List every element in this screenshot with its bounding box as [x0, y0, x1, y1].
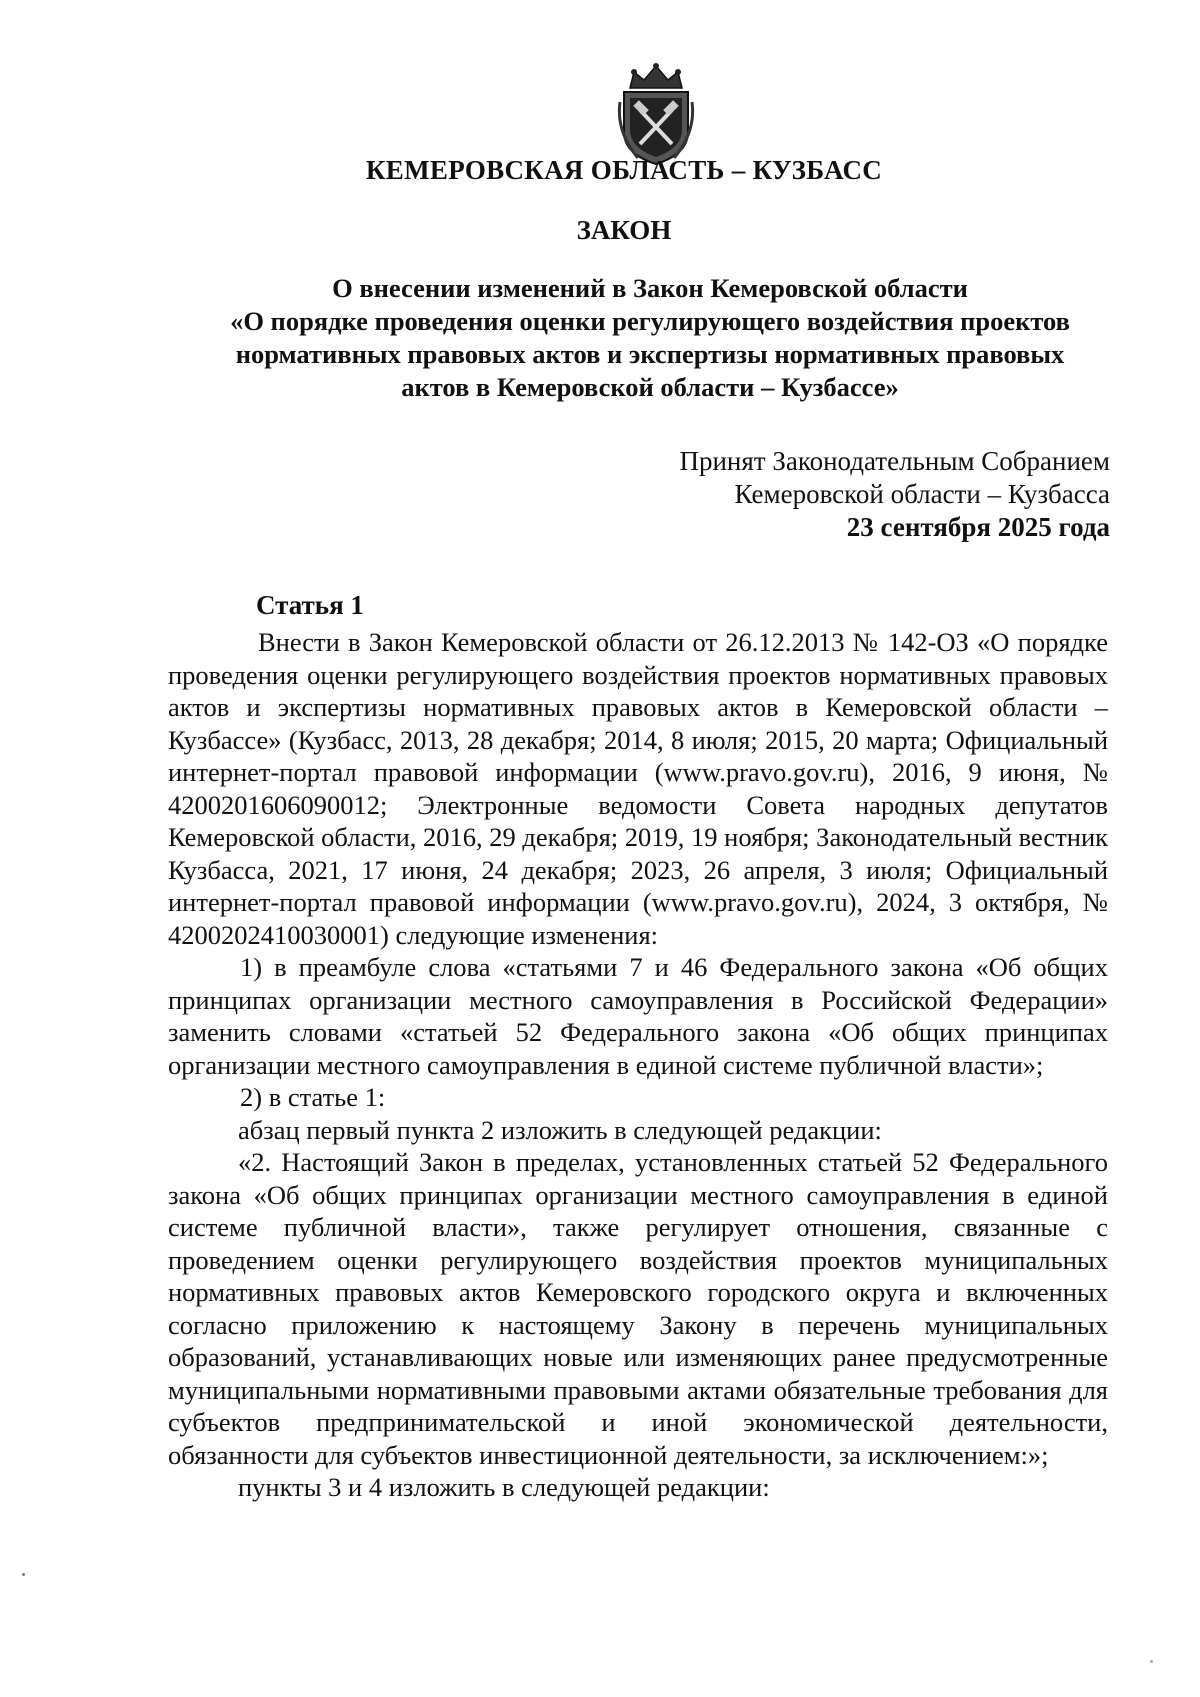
article-paragraph: «2. Настоящий Закон в пределах, установленных статьей 52 Федерального закона «Об общих принципах организации местного самоуправления в единой системе публичной власти», также регулирует отношения, связанные с проведением оценки регулирующего воздействия проектов муниципальных нормативных правовых актов Кемеровского городского округа и включенных согласно приложению к настоящему Закону в перечень муниципальных образований, устанавливающих новые или изменяющих ранее предусмотренные муниципальными нормативными правовыми актами обязательные требования для субъектов предпринимательской и иной экономической деятельности, обязанности для субъектов инвестиционной деятельности, за исключением:»;	[168, 1147, 1108, 1470]
adoption-date: 23 сентября 2025 года	[846, 512, 1110, 542]
adoption-line: Принят Законодательным Собранием	[679, 446, 1110, 476]
article-paragraph: абзац первый пункта 2 изложить в следующей редакции:	[238, 1114, 882, 1145]
document-type: ЗАКОН	[576, 215, 672, 245]
article-paragraph: пункты 3 и 4 изложить в следующей редакции:	[238, 1472, 770, 1502]
article-paragraph: 2) в статье 1:	[240, 1082, 386, 1112]
law-title-line: «О порядке проведения оценки регулирующего воздействия проектов	[230, 306, 1070, 336]
law-title-line: О внесении изменений в Закон Кемеровской области	[332, 273, 968, 303]
coat-of-arms-emblem	[616, 62, 696, 166]
article-body	[168, 626, 1108, 1504]
law-title-line: актов в Кемеровской области – Кузбассе»	[401, 372, 899, 402]
scan-speck	[1150, 1660, 1153, 1663]
article-paragraph: Внести в Закон Кемеровской области от 26.12.2013 № 142-ОЗ «О порядке проведения оценки регулирующего воздействия проектов нормативных правовых актов и экспертизы нормативных правовых актов в Кемеровской области – Кузбассе» (Кузбасс, 2013, 28 декабря; 2014, 8 июля; 2015, 20 марта; Официальный интернет-портал правовой информации (www.pravo.gov.ru), 2016, 9 июня, № 4200201606090012; Электронные ведомости Совета народных депутатов Кемеровской области, 2016, 29 декабря; 2019, 19 ноября; Законодательный вестник Кузбасса, 2021, 17 июня, 24 декабря; 2023, 26 апреля, 3 июля; Официальный интернет-портал правовой информации (www.pravo.gov.ru), 2024, 3 октября, № 4200202410030001) следующие изменения:	[168, 627, 1109, 950]
adoption-block	[679, 445, 1110, 544]
article-heading: Статья 1	[256, 590, 364, 620]
law-title	[210, 272, 1090, 404]
law-title-line: нормативных правовых актов и экспертизы нормативных правовых	[235, 339, 1065, 369]
adoption-line: Кемеровской области – Кузбасса	[734, 479, 1110, 509]
article-paragraph: 1) в преамбуле слова «статьями 7 и 46 Федерального закона «Об общих принципах организации местного самоуправления в Российской Федерации» заменить словами «статьей 52 Федерального закона «Об общих принципах организации местного самоуправления в единой системе публичной власти»;	[168, 952, 1108, 1080]
region-name: КЕМЕРОВСКАЯ ОБЛАСТЬ – КУЗБАСС	[365, 155, 883, 185]
scan-speck	[22, 1573, 25, 1576]
